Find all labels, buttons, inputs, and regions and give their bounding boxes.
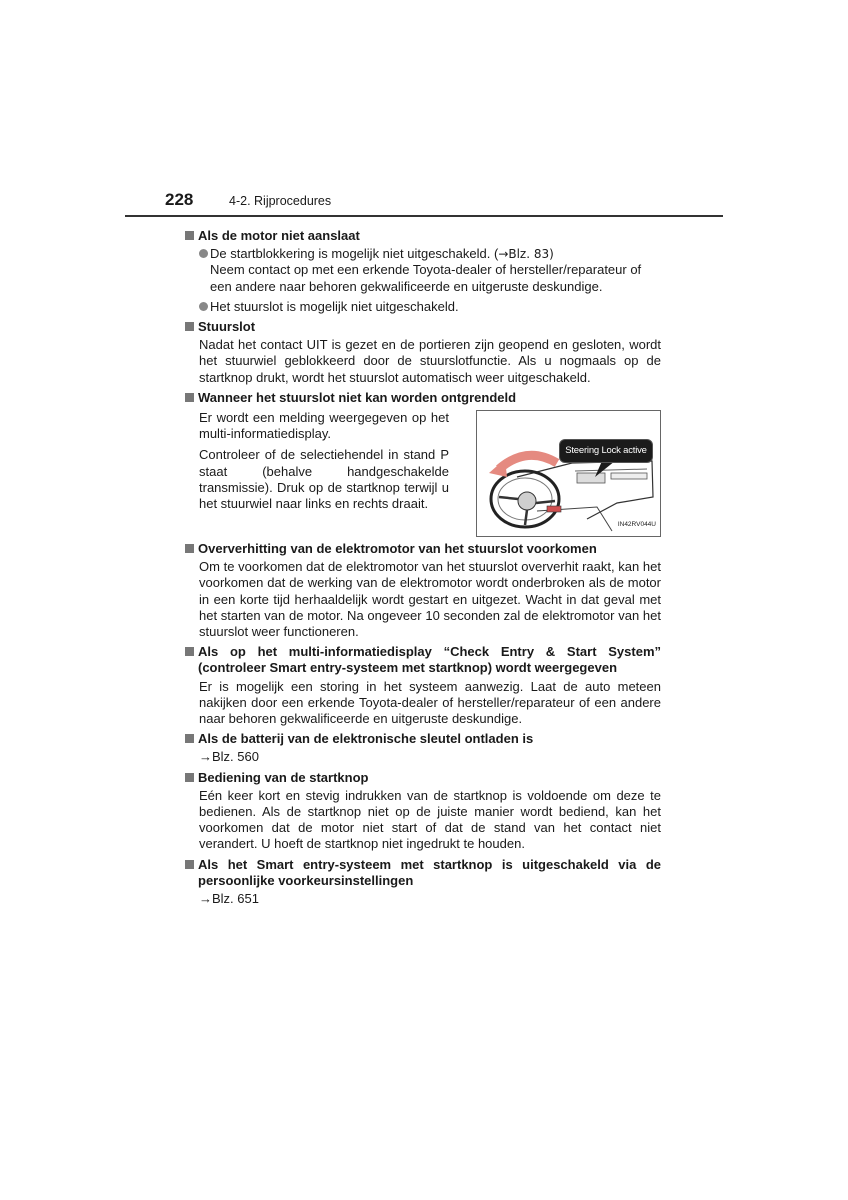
page-reference-link[interactable]: →Blz. 83) [498,247,554,262]
square-bullet-icon [185,322,194,331]
heading-text: Wanneer het stuurslot niet kan worden ontgrendeld [198,389,517,405]
figure-code: IN42RV044U [617,520,656,528]
figure-block [199,410,661,537]
heading-engine-not-starting [185,228,661,244]
square-bullet-icon [185,773,194,782]
steering-lock-message: Steering Lock active [559,439,653,463]
paragraph: Nadat het contact UIT is gezet en de portieren zijn geopend en gesloten, wordt het stuurwiel geblokkeerd door de stuurslotfunctie. Als u nogmaals op de startknop drukt, wordt het stuurslot automatisch weer uitgeschakeld. [199,337,661,385]
square-bullet-icon [185,860,194,869]
bullet-item [199,246,661,295]
paragraph: Er is mogelijk een storing in het systeem aanwezig. Laat de auto meteen nakijken door een erkende Toyota-dealer of hersteller/reparateur of een andere naar behoren gekwalificeerde en uitgeruste deskundige. [199,678,661,727]
heading-text: Oververhitting van de elektromotor van het stuurslot voorkomen [198,541,597,557]
square-bullet-icon [185,393,194,402]
heading-text: Bediening van de startknop [198,769,369,785]
heading-text: Als de motor niet aanslaat [198,228,360,243]
header-divider [125,215,723,217]
bullet-text: Het stuurslot is mogelijk niet uitgeschakeld. [210,298,459,314]
heading-start-button-operation [185,770,661,786]
paragraph: Om te voorkomen dat de elektromotor van het stuurslot oververhit raakt, kan het voorkomen dat de werking van de elektromotor wordt onderbroken als de motor in een korte tijd herhaaldelijk wordt gestart en uitgezet. Wacht in dat geval met het starten van de motor. Na ongeveer 10 seconden zal de elektromotor van het stuurslot weer functioneren. [199,559,661,640]
paragraph: Er wordt een melding weergegeven op het multi-informatiedisplay. [199,410,449,442]
round-bullet-icon [199,302,208,311]
square-bullet-icon [185,544,194,553]
heading-text: Als op het multi-informatiedisplay “Check Entry & Start System” (controleer Smart entry-systeem met startknop) wordt weergegeven [198,644,661,676]
heading-text: Stuurslot [198,319,256,335]
paragraph: Eén keer kort en stevig indrukken van de startknop is voldoende om deze te bedienen. Als de startknop niet op de juiste manier wordt bediend, kan het voorkomen dat de motor niet start of dat de stand van het contact niet verandert. U hoeft de startknop niet ingedrukt te houden. [199,787,661,852]
heading-steering-lock [185,319,661,335]
heading-steering-lock-not-released [185,390,661,406]
section-title: 4-2. Rijprocedures [229,194,332,208]
heading-check-entry-start [185,644,661,676]
heading-text: Als de batterij van de elektronische sleutel ontladen is [198,731,534,747]
square-bullet-icon [185,734,194,743]
square-bullet-icon [185,231,194,240]
page-reference-link[interactable]: →Blz. 651 [199,891,259,907]
heading-smart-entry-disabled [185,857,661,889]
page-number: 228 [165,190,194,209]
figure-description [199,410,449,537]
page-content [185,225,661,907]
heading-overheating [185,541,661,557]
heading-text: Als het Smart entry-systeem met startknop is uitgeschakeld via de persoonlijke voorkeursinstellingen [198,856,661,888]
bullet-text-continued: Neem contact op met een erkende Toyota-dealer of hersteller/reparateur of een andere naar behoren gekwalificeerde en uitgeruste deskundige. [210,262,642,294]
heading-key-battery [185,731,661,747]
paragraph: Controleer of de selectiehendel in stand P staat (behalve handgeschakelde transmissie). Druk op de startknop terwijl u het stuurwiel naar links en rechts draait. [199,447,449,512]
bullet-text: De startblokkering is mogelijk niet uitgeschakeld. ( [210,246,499,262]
square-bullet-icon [185,647,194,656]
steering-lock-illustration [476,410,661,537]
bullet-item [199,299,661,315]
page-reference-link[interactable]: →Blz. 560 [199,749,259,765]
round-bullet-icon [199,249,208,258]
